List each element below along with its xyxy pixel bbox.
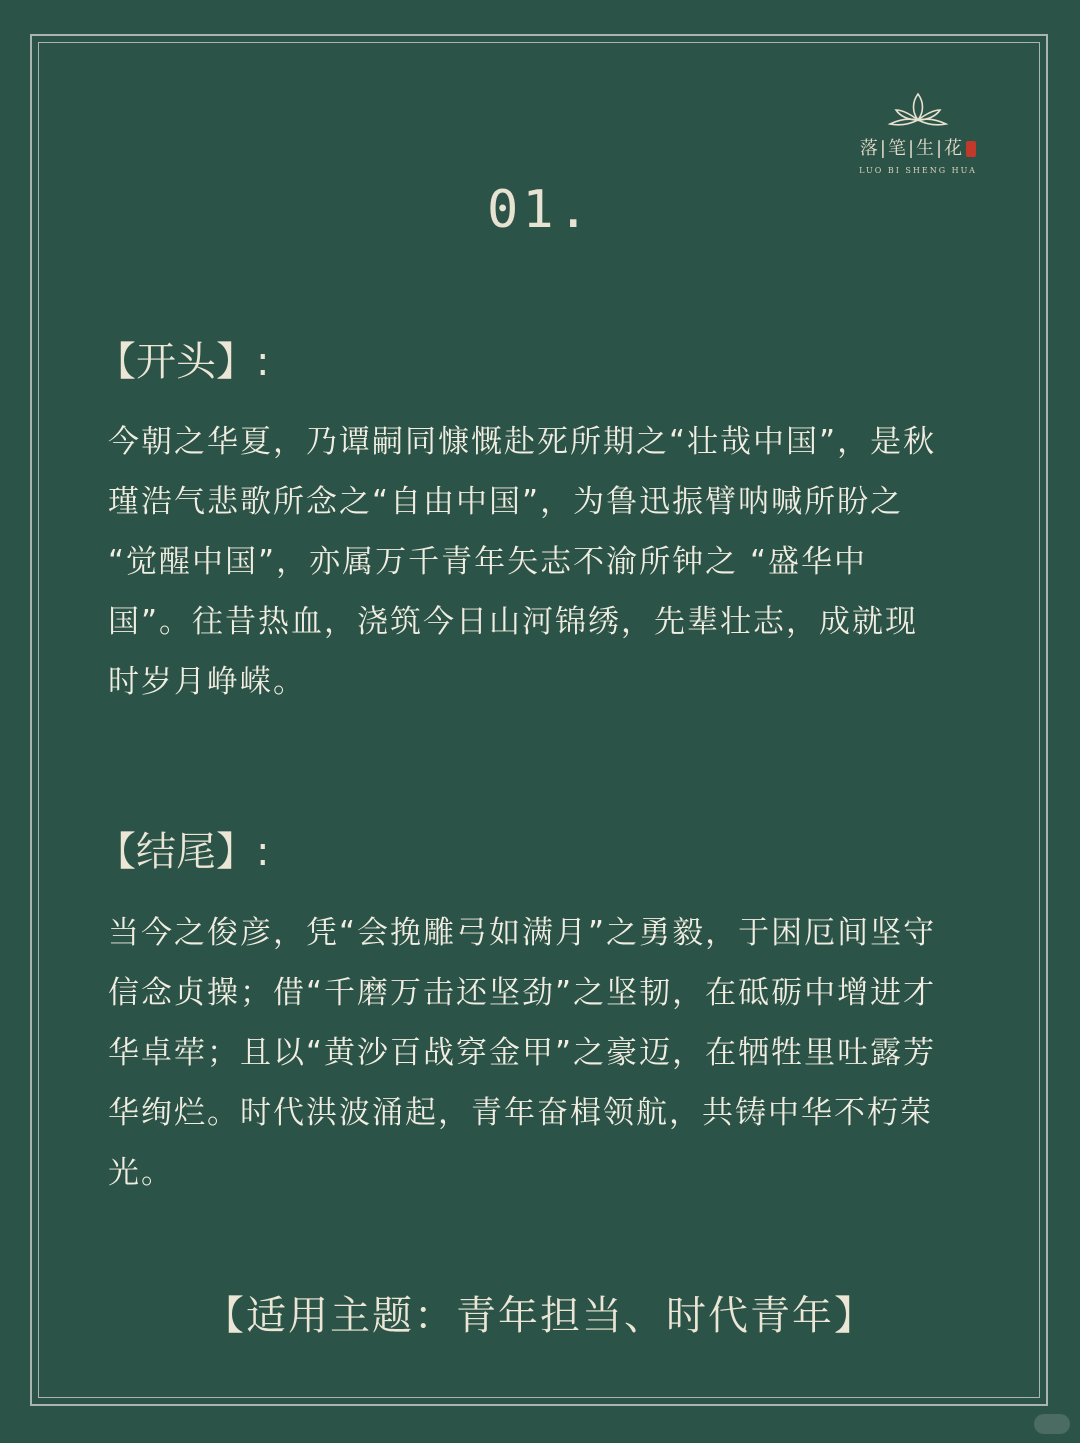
opening-paragraph: 今朝之华夏，乃谭嗣同慷慨赴死所期之“壮哉中国”，是秋瑾浩气悲歌所念之“自由中国”，为鲁迅振臂呐喊所盼之 “觉醒中国”，亦属万千青年矢志不渝所钟之 “盛华中国”。往昔热血，浇筑今日山河锦绣，先辈壮志，成就现时岁月峥嵘。 <box>108 424 937 700</box>
lotus-icon <box>886 88 950 128</box>
opening-label: 【开头】: <box>96 339 270 385</box>
section-number: 01. <box>487 180 593 240</box>
seal-stamp <box>966 141 976 157</box>
logo-title <box>838 134 998 160</box>
logo-subtitle: LUO BI SHENG HUA <box>859 166 977 175</box>
ending-label: 【结尾】: <box>96 829 270 875</box>
brand-logo <box>838 88 998 188</box>
theme-line: 【适用主题：青年担当、时代青年】 <box>204 1293 876 1339</box>
logo-title-text: 落|笔|生|花 <box>859 138 965 159</box>
ending-paragraph: 当今之俊彦，凭“会挽雕弓如满月”之勇毅，于困厄间坚守信念贞操；借“千磨万击还坚劲”之坚韧，在砥砺中增进才华卓荦；且以“黄沙百战穿金甲”之豪迈，在牺牲里吐露芳华绚烂。时代洪波涌起，青年奋楫领航，共铸中华不朽荣光。 <box>108 915 937 1191</box>
watermark-badge <box>1034 1414 1070 1434</box>
